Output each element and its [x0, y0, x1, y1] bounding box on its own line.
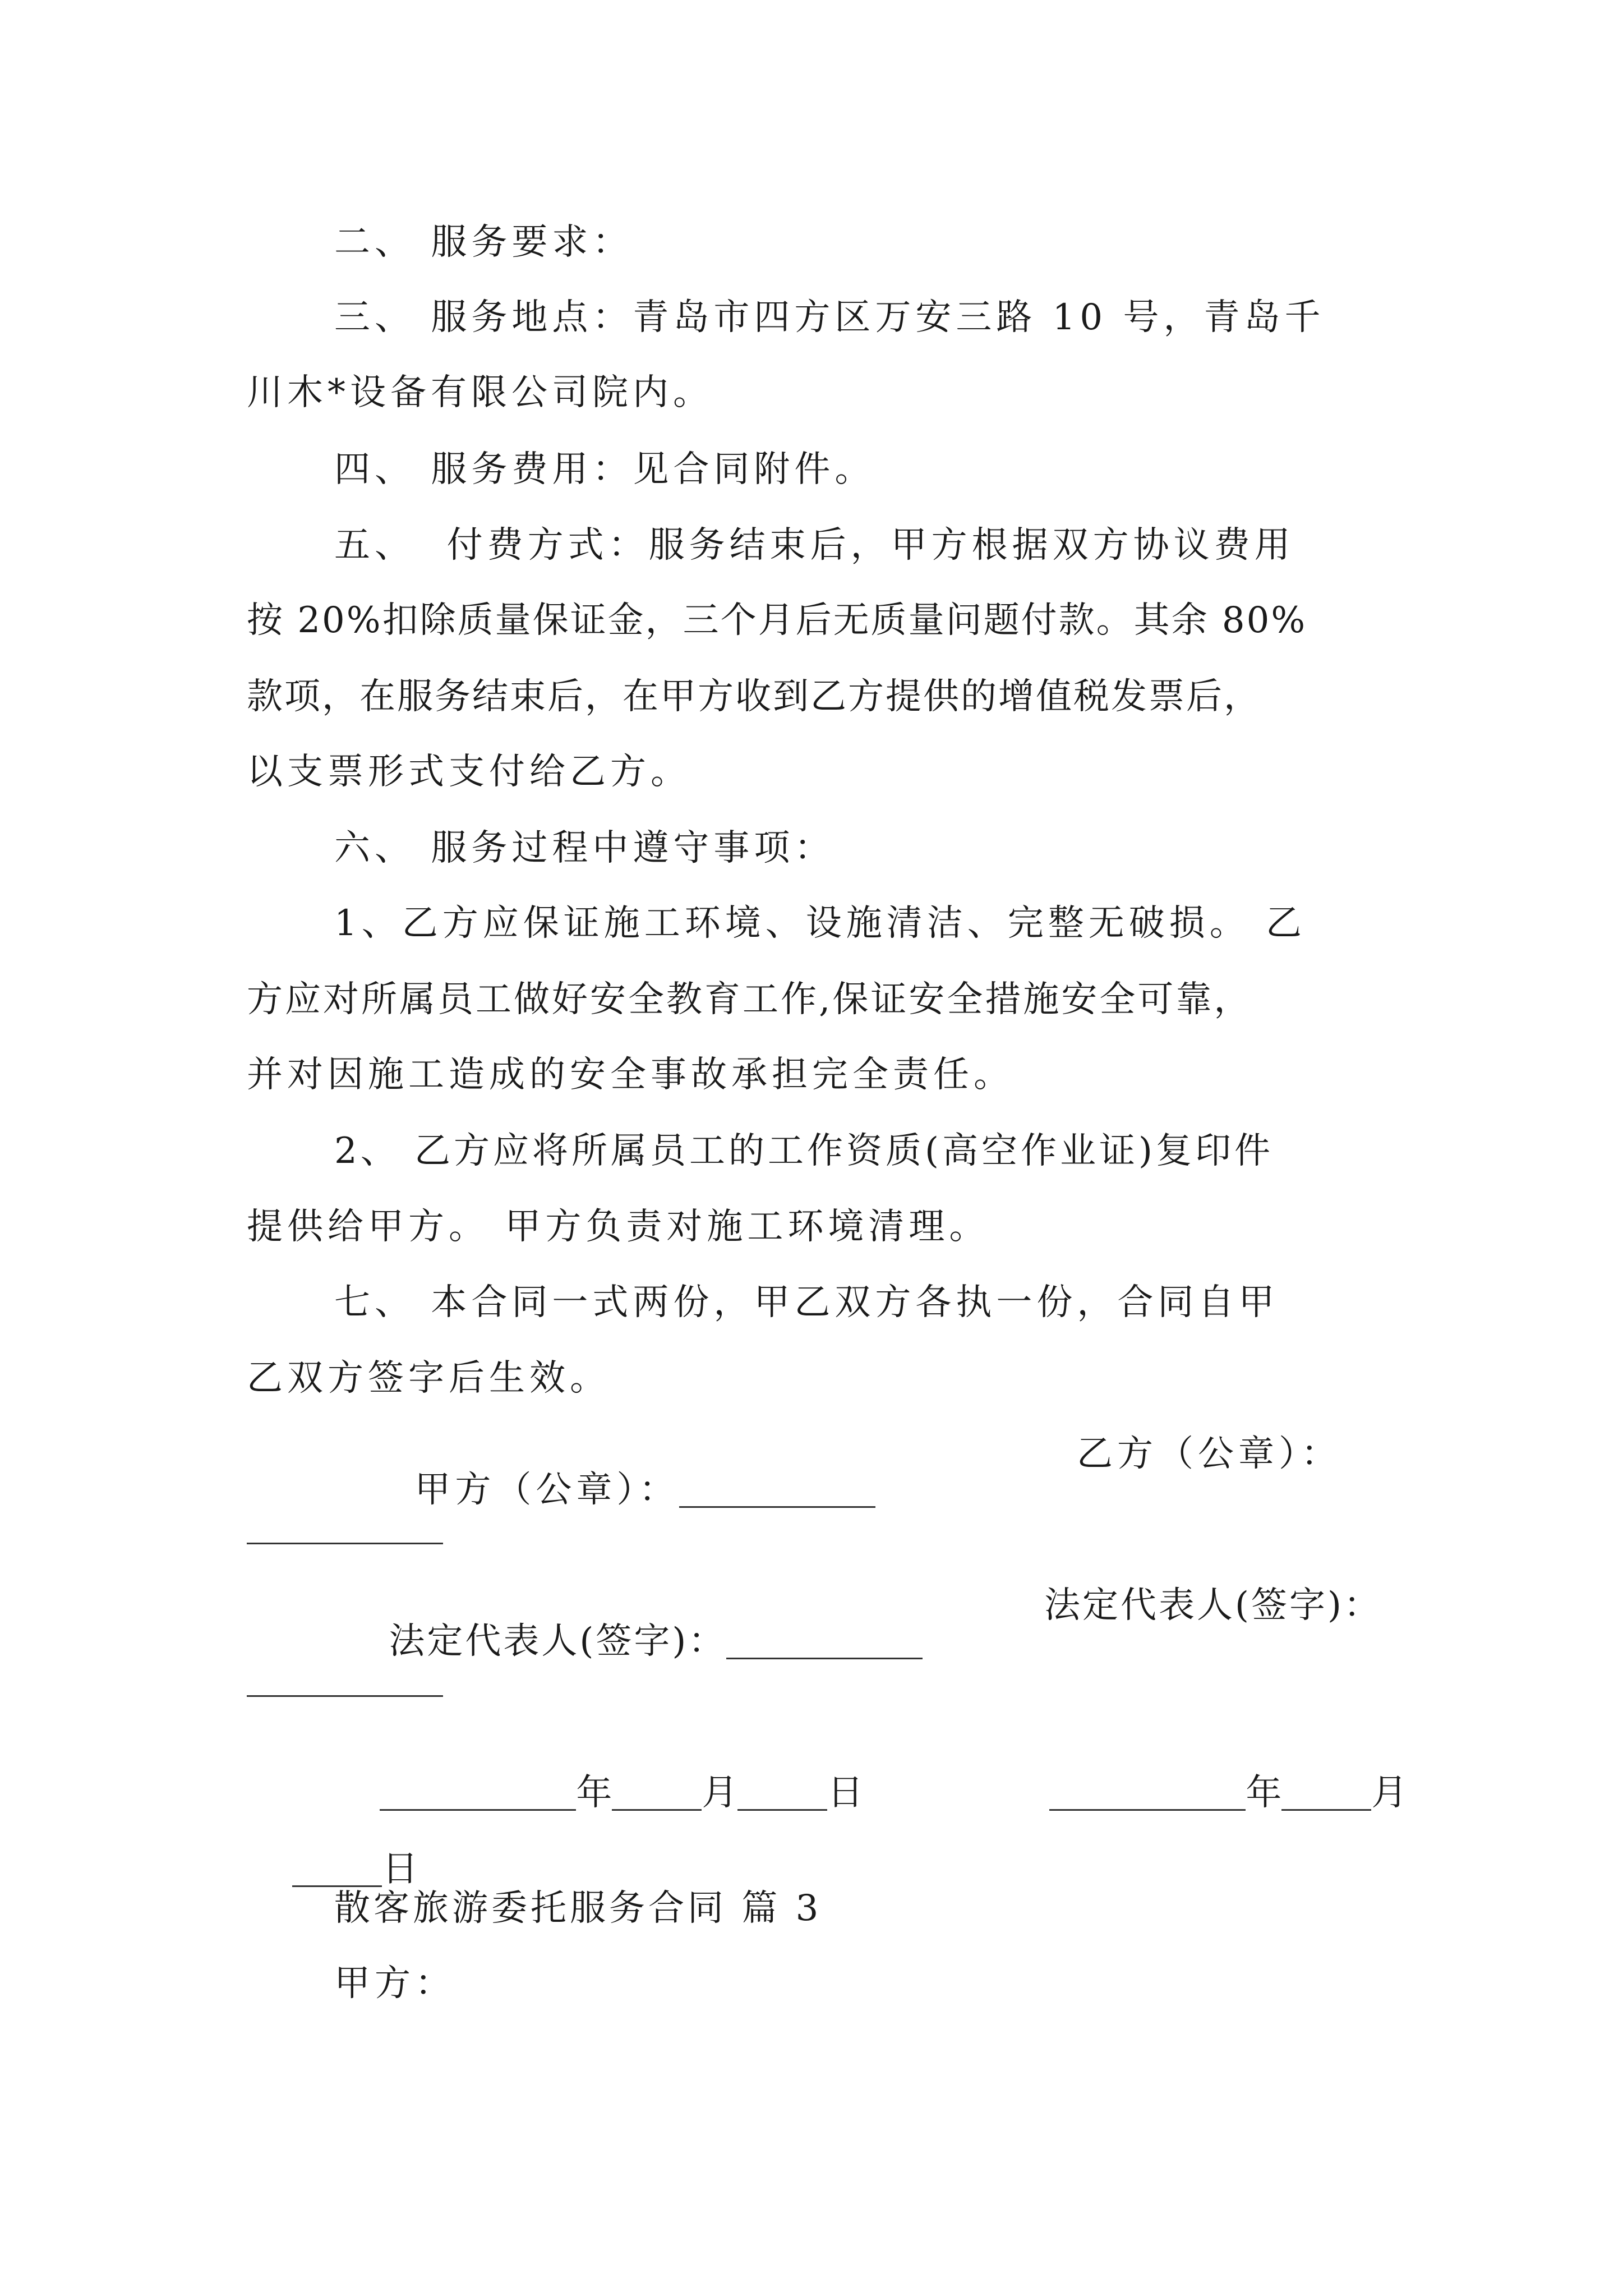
party-a-rep-label: 法定代表人(签字)： [389, 1621, 727, 1662]
party-b-seal-blank [247, 1543, 443, 1544]
clause-6-item-1-line-1: 1、乙方应保证施工环境、设施清洁、完整无破损。 乙 [334, 903, 1307, 944]
clause-6-item-2-line-2: 提供给甲方。 甲方负责对施工环境清理。 [247, 1206, 990, 1248]
party-a-rep-row [334, 1588, 923, 1662]
party-a-seal-label: 甲方（公章）： [414, 1469, 680, 1511]
next-section-party-a: 甲方： [334, 1963, 455, 2004]
party-b-day-blank [292, 1855, 382, 1887]
party-b-month-label: 月 [1371, 1772, 1408, 1814]
party-a-year-label: 年 [576, 1772, 612, 1814]
clause-3-line-2: 川木*设备有限公司院内。 [247, 372, 713, 413]
clause-7-line-1: 七、 本合同一式两份，甲乙双方各执一份，合同自甲 [334, 1282, 1279, 1323]
clause-5-line-4: 以支票形式支付给乙方。 [247, 751, 691, 793]
clause-6-item-1-line-3: 并对因施工造成的安全事故承担完全责任。 [247, 1054, 1014, 1096]
party-b-rep-blank [247, 1695, 443, 1697]
party-a-seal-row [351, 1436, 875, 1511]
party-a-rep-blank [726, 1627, 923, 1659]
clause-6-item-1-line-2: 方应对所属员工做好安全教育工作,保证安全措施安全可靠， [247, 979, 1252, 1020]
clause-2: 二、 服务要求： [334, 222, 633, 263]
party-a-day-label: 日 [827, 1772, 864, 1814]
party-b-month-blank [1281, 1779, 1371, 1811]
clause-4: 四、 服务费用：见合同附件。 [334, 449, 875, 490]
party-a-month-label: 月 [702, 1772, 738, 1814]
party-a-year-blank [380, 1779, 576, 1811]
party-a-day-blank [737, 1779, 827, 1811]
clause-5-line-3: 款项，在服务结束后，在甲方收到乙方提供的增值税发票后， [247, 676, 1261, 717]
clause-5-line-1: 五、 付费方式：服务结束后，甲方根据双方协议费用 [334, 524, 1295, 566]
party-b-seal-label: 乙方（公章）： [1077, 1433, 1341, 1475]
party-b-year-label: 年 [1246, 1772, 1282, 1814]
party-b-year-blank [1049, 1779, 1246, 1811]
next-section-title: 散客旅游委托服务合同 篇 3 [334, 1888, 822, 1929]
party-b-date-row [1004, 1739, 1408, 1814]
clause-5-line-2: 按 20%扣除质量保证金，三个月后无质量问题付款。其余 80% [247, 600, 1307, 641]
party-a-date-row [334, 1739, 864, 1814]
clause-6: 六、 服务过程中遵守事项： [334, 827, 835, 869]
party-b-day-row [247, 1815, 418, 1890]
clause-6-item-2-line-1: 2、 乙方应将所属员工的工作资质(高空作业证)复印件 [334, 1130, 1274, 1172]
party-b-rep-label: 法定代表人(签字)： [1044, 1585, 1382, 1626]
party-a-month-blank [612, 1779, 702, 1811]
clause-7-line-2: 乙双方签字后生效。 [247, 1358, 610, 1399]
clause-3-line-1: 三、 服务地点：青岛市四方区万安三路 10 号，青岛千 [334, 297, 1325, 338]
party-b-day-label: 日 [382, 1848, 418, 1890]
party-a-seal-blank [679, 1476, 875, 1508]
